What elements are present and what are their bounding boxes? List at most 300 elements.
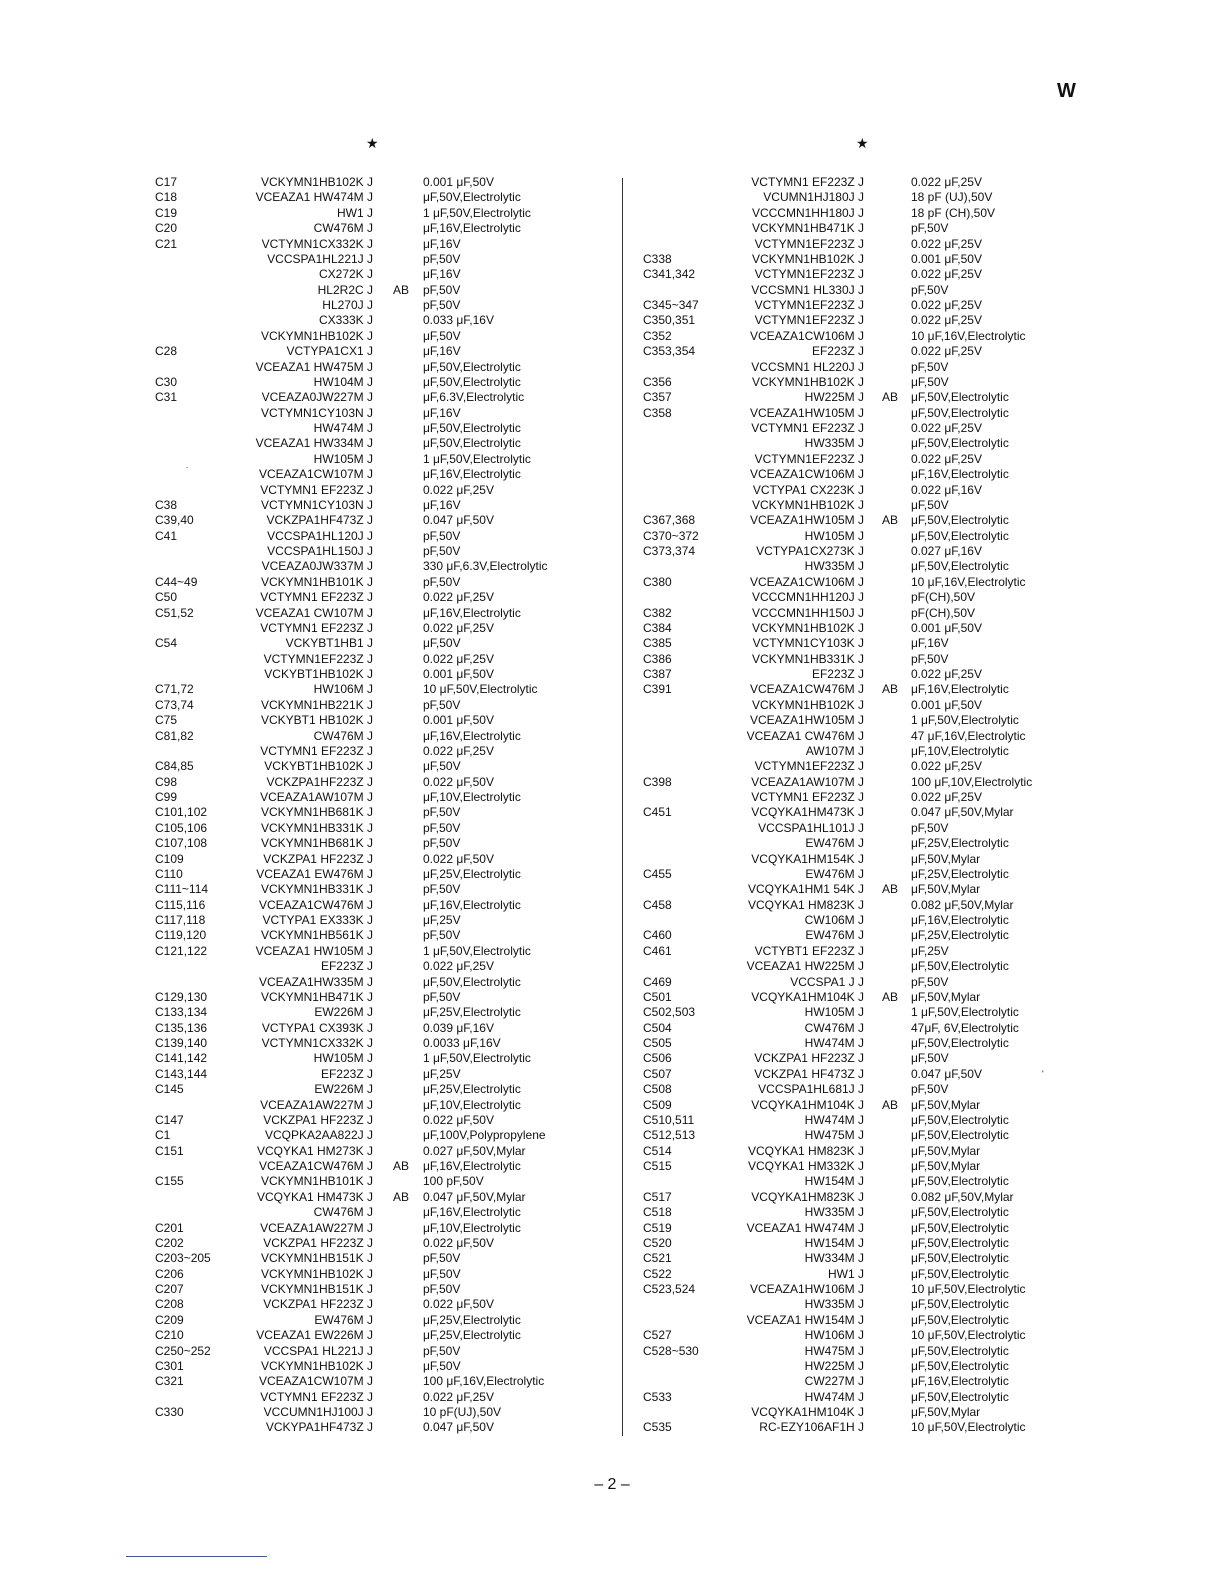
ab-code: AB: [393, 1189, 410, 1204]
part-number: VCEAZA1AW227M J: [260, 1220, 373, 1235]
description: 0.022 μF,25V: [423, 959, 494, 974]
description: 0.022 μF,25V: [423, 590, 494, 605]
description: μF,50V: [911, 497, 949, 512]
description: μF,10V,Electrolytic: [911, 743, 1009, 758]
parts-row: [155, 390, 615, 405]
parts-row: [643, 606, 1063, 621]
description: 0.022 μF,25V: [911, 175, 982, 189]
parts-row: [643, 805, 1063, 820]
parts-row: [643, 744, 1063, 759]
part-number: CX272K J: [318, 267, 373, 282]
parts-row: [155, 190, 615, 205]
ref-number: C39,40: [155, 513, 194, 528]
part-number: VCKYMN1HB102K J: [751, 497, 864, 512]
ab-code: AB: [882, 390, 899, 405]
parts-row: [643, 344, 1063, 359]
ref-number: C469: [643, 974, 672, 989]
description: 18 pF (UJ),50V: [911, 190, 993, 205]
ref-number: C17: [155, 175, 178, 189]
part-number: VCEAZA1 HW475M J: [255, 359, 373, 374]
description: pF,50V: [423, 544, 461, 558]
parts-row: [643, 1420, 1063, 1435]
ref-number: C504: [643, 1020, 672, 1035]
part-number: HW335M J: [804, 1297, 864, 1312]
parts-row: [643, 1390, 1063, 1405]
parts-row: [643, 698, 1063, 713]
parts-row: [155, 221, 615, 236]
ref-number: C510,511: [643, 1112, 695, 1127]
ref-number: C50: [155, 590, 178, 605]
description: μF,50V,Electrolytic: [423, 374, 521, 389]
parts-row: [643, 1082, 1063, 1097]
part-number: VCCCMN1HH180J J: [751, 205, 864, 220]
description: 100 pF,50V: [423, 1174, 484, 1189]
description: 1 μF,50V,Electrolytic: [911, 713, 1019, 728]
part-number: VCUMN1HJ180J J: [763, 190, 864, 205]
description: 47μF, 6V,Electrolytic: [911, 1020, 1019, 1035]
part-number: EF223Z J: [320, 959, 373, 974]
ref-number: C341,342: [643, 267, 696, 282]
part-number: HW106M J: [313, 682, 373, 697]
ref-number: C384: [643, 620, 672, 635]
description: pF,50V: [911, 221, 949, 236]
part-number: VCKYMN1HB102K J: [260, 1358, 373, 1373]
description: 0.022 μF,25V: [911, 344, 982, 359]
part-number: VCTYMN1EF223Z J: [754, 759, 864, 774]
parts-row: [643, 1236, 1063, 1251]
description: 1 μF,50V,Electrolytic: [911, 1005, 1019, 1020]
description: μF,25V,Electrolytic: [423, 1312, 521, 1327]
column-divider: [622, 178, 623, 1436]
ab-code: AB: [882, 1097, 899, 1112]
part-number: VCTYMN1 EF223Z J: [260, 590, 373, 605]
parts-row: [643, 190, 1063, 205]
ref-number: C1: [155, 1128, 171, 1143]
parts-row: [643, 436, 1063, 451]
part-number: HW474M J: [804, 1036, 864, 1050]
ref-number: C115,116: [155, 897, 206, 912]
description: μF,50V: [423, 1266, 461, 1281]
part-number: VCEAZA1 EW476M J: [256, 866, 373, 881]
description: pF,50V: [423, 989, 461, 1004]
parts-row: [643, 1098, 1063, 1113]
part-number: VCCSPA1HL101J J: [758, 820, 864, 835]
description: 10 μF,50V,Electrolytic: [911, 1420, 1026, 1435]
description: μF,25V,Electrolytic: [423, 1082, 521, 1097]
part-number: VCQYKA1 HM823K J: [747, 1143, 864, 1158]
description: 10 pF(UJ),50V: [423, 1405, 502, 1419]
ref-number: C509: [643, 1097, 672, 1112]
description: 0.001 μF,50V: [423, 667, 494, 681]
part-number: VCKYMN1HB331K J: [751, 651, 864, 666]
parts-row: [155, 959, 615, 974]
parts-row: [643, 1144, 1063, 1159]
description: μF,50V,Mylar: [911, 1143, 981, 1158]
part-number: VCTYMN1CX332K J: [261, 1036, 373, 1050]
parts-row: [643, 590, 1063, 605]
parts-row: [155, 1005, 615, 1020]
part-number: VCKYMN1HB101K J: [260, 1174, 373, 1189]
description: μF,50V,Electrolytic: [911, 513, 1009, 528]
description: 0.022 μF,25V: [911, 313, 982, 328]
description: μF,25V,Electrolytic: [423, 866, 521, 881]
description: μF,16V: [423, 267, 461, 282]
parts-row: [643, 252, 1063, 267]
part-number: VCCSPA1 HL221J J: [263, 1343, 373, 1358]
parts-row: [643, 452, 1063, 467]
ref-number: C523,524: [643, 1282, 696, 1296]
description: 0.0033 μF,16V: [423, 1036, 501, 1050]
description: μF,16V: [423, 497, 461, 512]
parts-row: [155, 1128, 615, 1143]
description: μF,50V,Electrolytic: [423, 190, 521, 205]
parts-row: [155, 1174, 615, 1189]
parts-row: [155, 775, 615, 790]
ref-number: C41: [155, 528, 178, 543]
parts-row: [155, 1113, 615, 1128]
part-number: VCQYKA1 HM473K J: [256, 1189, 373, 1204]
description: μF,100V,Polypropylene: [423, 1128, 546, 1143]
parts-row: [643, 298, 1063, 313]
description: pF,50V: [423, 1343, 461, 1358]
ref-number: C81,82: [155, 728, 194, 743]
part-number: VCKYMN1HB471K J: [751, 221, 864, 236]
ref-number: C515: [643, 1159, 672, 1173]
ref-number: C398: [643, 774, 672, 789]
description: μF,10V,Electrolytic: [423, 1220, 521, 1235]
parts-row: [643, 852, 1063, 867]
parts-row: [643, 790, 1063, 805]
part-number: VCQYKA1HM104K J: [751, 1405, 864, 1419]
part-number: VCKYMN1HB331K J: [260, 820, 373, 835]
part-number: VCEAZA1 EW226M J: [256, 1328, 373, 1343]
ref-number: C54: [155, 636, 178, 651]
parts-row: [155, 252, 615, 267]
parts-row: [155, 944, 615, 959]
description: μF,50V,Electrolytic: [911, 390, 1009, 405]
part-number: VCTYMN1 EF223Z J: [260, 620, 373, 635]
parts-row: [643, 821, 1063, 836]
part-number: HW1 J: [828, 1266, 864, 1281]
description: pF,50V: [423, 251, 461, 266]
ref-number: C455: [643, 866, 672, 881]
description: 0.022 μF,25V: [911, 667, 982, 681]
parts-row: [643, 1344, 1063, 1359]
parts-row: [155, 852, 615, 867]
description: μF,16V,Electrolytic: [911, 467, 1009, 482]
ref-number: C535: [643, 1420, 672, 1435]
description: 0.022 μF,50V: [423, 1112, 494, 1127]
part-number: VCTYPA1 CX393K J: [261, 1020, 373, 1035]
page-number: – 2 –: [594, 1476, 630, 1493]
description: 0.022 μF,25V: [911, 298, 982, 312]
description: μF,16V: [911, 636, 949, 651]
part-number: EW476M J: [805, 836, 864, 851]
description: μF,50V,Electrolytic: [911, 1251, 1009, 1266]
part-number: VCTYMN1EF223Z J: [754, 298, 864, 312]
part-number: HW334M J: [804, 1251, 864, 1266]
parts-column-left: [155, 175, 615, 1436]
part-number: EW476M J: [805, 928, 864, 943]
description: 0.022 μF,25V: [911, 267, 982, 282]
description: μF,50V,Electrolytic: [911, 528, 1009, 543]
ref-number: C20: [155, 221, 178, 236]
parts-row: [643, 1190, 1063, 1205]
parts-row: [155, 1374, 615, 1389]
parts-row: [643, 1313, 1063, 1328]
ref-number: C350,351: [643, 313, 696, 328]
parts-row: [155, 1267, 615, 1282]
part-number: VCEAZA1 CW476M J: [746, 728, 864, 743]
description: pF,50V: [423, 282, 461, 297]
description: μF,50V,Electrolytic: [911, 1297, 1009, 1312]
parts-row: [155, 882, 615, 897]
description: 47 μF,16V,Electrolytic: [911, 728, 1026, 743]
parts-row: [155, 1036, 615, 1051]
part-number: VCEAZA1AW107M J: [751, 774, 864, 789]
part-number: VCEAZA0JW337M J: [261, 559, 373, 574]
parts-row: [643, 483, 1063, 498]
description: 0.047 μF,50V: [423, 513, 494, 528]
parts-row: [643, 1036, 1063, 1051]
part-number: VCTYMN1EF223Z J: [754, 236, 864, 251]
parts-row: [155, 483, 615, 498]
part-number: VCKYMN1HB221K J: [260, 697, 373, 712]
description: 0.027 μF,50V,Mylar: [423, 1143, 526, 1158]
ref-number: C206: [155, 1266, 184, 1281]
ref-number: C109: [155, 851, 184, 866]
part-number: VCTYPA1 EX333K J: [262, 913, 373, 927]
parts-row: [643, 206, 1063, 221]
parts-row: [643, 944, 1063, 959]
description: μF,50V,Electrolytic: [423, 436, 521, 451]
parts-row: [155, 744, 615, 759]
parts-row: [643, 667, 1063, 682]
part-number: EF223Z J: [320, 1066, 373, 1081]
ref-number: C358: [643, 405, 672, 420]
ref-number: C141,142: [155, 1051, 208, 1066]
description: 0.022 μF,25V: [423, 482, 494, 497]
part-number: VCTYMN1CX332K J: [261, 236, 373, 251]
parts-row: [643, 867, 1063, 882]
part-number: VCKYMN1HB151K J: [260, 1282, 373, 1296]
parts-row: [155, 1297, 615, 1312]
parts-column-right: [643, 175, 1063, 1436]
description: pF,50V: [423, 574, 461, 589]
description: 100 μF,10V,Electrolytic: [911, 774, 1033, 789]
description: pF,50V: [423, 298, 461, 312]
part-number: VCEAZA1HW105M J: [749, 513, 864, 528]
parts-row: [643, 360, 1063, 375]
part-number: VCTYPA1CX1 J: [286, 344, 373, 359]
parts-row: [643, 1051, 1063, 1066]
parts-row: [643, 729, 1063, 744]
description: μF,25V: [911, 943, 949, 958]
part-number: RC-EZY106AF1H J: [759, 1420, 864, 1435]
part-number: VCCUMN1HJ100J J: [263, 1405, 373, 1419]
description: μF,50V,Electrolytic: [911, 559, 1009, 574]
part-number: HW104M J: [313, 374, 373, 389]
part-number: VCTYMN1 EF223Z J: [260, 1389, 373, 1404]
ab-code: AB: [882, 513, 899, 528]
ref-number: C135,136: [155, 1020, 208, 1035]
description: μF,50V,Electrolytic: [911, 1036, 1009, 1050]
parts-row: [643, 283, 1063, 298]
description: 0.022 μF,25V: [911, 451, 982, 466]
ab-code: AB: [393, 1159, 410, 1173]
parts-row: [155, 821, 615, 836]
part-number: HL2R2C J: [317, 282, 373, 297]
part-number: VCEAZA1CW106M J: [749, 328, 864, 343]
description: μF,25V: [423, 913, 461, 927]
part-number: VCKYMN1HB102K J: [260, 175, 373, 189]
part-number: VCEAZA1CW106M J: [749, 467, 864, 482]
parts-row: [643, 1113, 1063, 1128]
parts-row: [643, 1221, 1063, 1236]
part-number: VCKYMN1HB151K J: [260, 1251, 373, 1266]
description: μF,16V,Electrolytic: [423, 467, 521, 482]
parts-row: [643, 682, 1063, 697]
part-number: HW105M J: [804, 528, 864, 543]
description: μF,50V: [423, 759, 461, 774]
parts-row: [155, 375, 615, 390]
description: 10 μF,50V,Electrolytic: [911, 1282, 1026, 1296]
part-number: VCKZPA1 HF223Z J: [263, 1112, 373, 1127]
description: 10 μF,16V,Electrolytic: [911, 328, 1026, 343]
part-number: VCEAZA1AW107M J: [260, 790, 373, 804]
part-number: HW474M J: [804, 1112, 864, 1127]
description: μF,16V,Electrolytic: [423, 1159, 521, 1173]
parts-row: [643, 975, 1063, 990]
part-number: CW476M J: [313, 1205, 373, 1220]
part-number: VCTYMN1EF223Z J: [754, 451, 864, 466]
parts-row: [155, 836, 615, 851]
parts-row: [155, 1344, 615, 1359]
part-number: CW476M J: [313, 728, 373, 743]
part-number: VCCSPA1HL681J J: [758, 1082, 864, 1097]
parts-row: [155, 636, 615, 651]
parts-row: [155, 790, 615, 805]
description: 0.022 μF,25V: [911, 790, 982, 804]
part-number: HW474M J: [313, 421, 373, 435]
ref-number: C357: [643, 390, 672, 405]
description: 0.022 μF,25V: [423, 743, 494, 758]
part-number: VCTYBT1 EF223Z J: [754, 943, 864, 958]
parts-row: [155, 1082, 615, 1097]
description: μF,16V: [423, 405, 461, 420]
parts-row: [155, 1205, 615, 1220]
parts-row: [155, 975, 615, 990]
part-number: VCKYPA1HF473Z J: [265, 1420, 373, 1435]
ref-number: C519: [643, 1220, 672, 1235]
part-number: VCKYMN1HB101K J: [260, 574, 373, 589]
description: μF,16V: [423, 344, 461, 359]
description: μF,50V,Electrolytic: [911, 1174, 1009, 1189]
parts-row: [643, 1128, 1063, 1143]
description: μF,16V,Electrolytic: [911, 1374, 1009, 1389]
part-number: VCEAZA1 HW334M J: [255, 436, 373, 451]
parts-row: [155, 698, 615, 713]
ref-number: C373,374: [643, 544, 696, 558]
parts-row: [643, 1282, 1063, 1297]
part-number: HW335M J: [804, 436, 864, 451]
description: 0.047 μF,50V: [423, 1420, 494, 1435]
part-number: HW475M J: [804, 1128, 864, 1143]
part-number: EW476M J: [805, 866, 864, 881]
description: μF,50V,Electrolytic: [911, 405, 1009, 420]
parts-row: [155, 436, 615, 451]
description: 10 μF,50V,Electrolytic: [423, 682, 538, 697]
description: μF,50V,Electrolytic: [911, 1220, 1009, 1235]
footer-rule: [126, 1556, 267, 1557]
ref-number: C301: [155, 1358, 184, 1373]
parts-row: [155, 329, 615, 344]
part-number: VCTYPA1 CX223K J: [752, 482, 864, 497]
description: μF,6.3V,Electrolytic: [423, 390, 525, 405]
parts-row: [155, 313, 615, 328]
part-number: VCKYMN1HB681K J: [260, 805, 373, 820]
part-number: VCTYMN1CY103N J: [260, 497, 373, 512]
parts-row: [155, 283, 615, 298]
part-number: VCCSPA1HL150J J: [267, 544, 373, 558]
ref-number: C71,72: [155, 682, 194, 697]
parts-row: [155, 621, 615, 636]
part-number: CX333K J: [318, 313, 373, 328]
ref-number: C528~530: [643, 1343, 699, 1358]
parts-row: [643, 267, 1063, 282]
parts-row: [643, 329, 1063, 344]
description: 0.027 μF,16V: [911, 544, 982, 558]
description: μF,50V,Mylar: [911, 1097, 981, 1112]
parts-row: [643, 1374, 1063, 1389]
part-number: HW106M J: [804, 1328, 864, 1343]
description: μF,16V,Electrolytic: [423, 897, 521, 912]
part-number: VCKYMN1HB331K J: [260, 882, 373, 897]
parts-row: [643, 406, 1063, 421]
description: 0.001 μF,50V: [911, 251, 982, 266]
corner-mark: W: [1057, 80, 1076, 102]
part-number: HW335M J: [804, 1205, 864, 1220]
part-number: VCKYMN1HB471K J: [260, 989, 373, 1004]
ref-number: C512,513: [643, 1128, 696, 1143]
part-number: VCEAZA1 HW474M J: [746, 1220, 864, 1235]
part-number: HW474M J: [804, 1389, 864, 1404]
part-number: EF223Z J: [811, 667, 864, 681]
description: 1 μF,50V,Electrolytic: [423, 1051, 531, 1066]
parts-row: [155, 805, 615, 820]
ref-number: C18: [155, 190, 178, 205]
description: pF,50V: [423, 928, 461, 943]
ref-number: C107,108: [155, 836, 208, 851]
part-number: VCTYMN1EF223Z J: [263, 651, 373, 666]
part-number: VCCCMN1HH120J J: [751, 590, 864, 605]
ref-number: C353,354: [643, 344, 696, 359]
part-number: VCEAZA1CW107M J: [258, 1374, 373, 1389]
description: 0.022 μF,50V: [423, 1235, 494, 1250]
ref-number: C460: [643, 928, 672, 943]
description: μF,50V,Mylar: [911, 989, 981, 1004]
description: 0.022 μF,25V: [911, 759, 982, 774]
description: 0.047 μF,50V,Mylar: [423, 1189, 526, 1204]
parts-row: [643, 1005, 1063, 1020]
stray-tick: ': [1042, 1069, 1044, 1079]
ref-number: C367,368: [643, 513, 696, 528]
parts-row: [643, 913, 1063, 928]
description: μF,50V,Electrolytic: [423, 359, 521, 374]
parts-row: [643, 467, 1063, 482]
parts-row: [155, 667, 615, 682]
part-number: VCKYMN1HB102K J: [260, 328, 373, 343]
